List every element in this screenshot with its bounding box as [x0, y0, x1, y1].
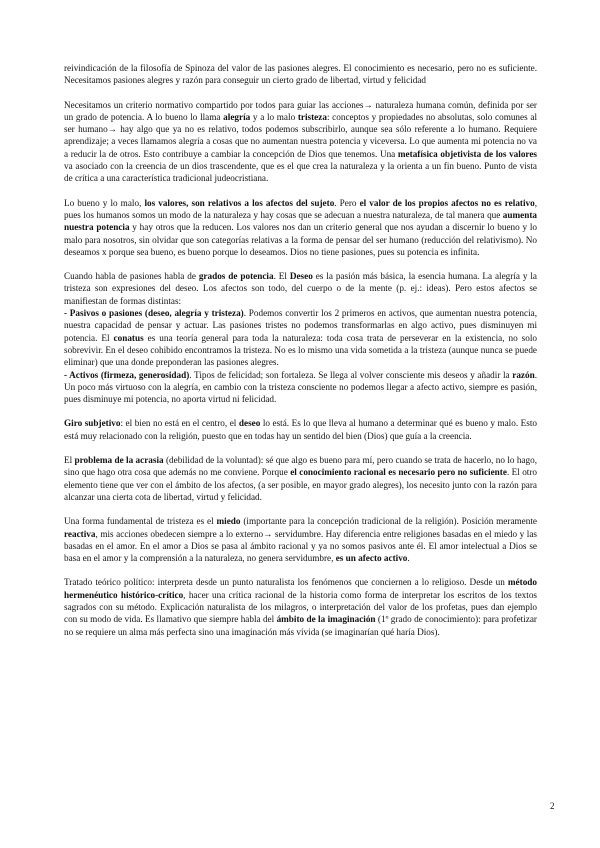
text-run: El	[64, 455, 75, 466]
text-run: : el bien no está en el centro, el	[120, 418, 239, 429]
text-run: Una forma fundamental de tristeza es el	[64, 516, 217, 527]
text-run: . El	[273, 271, 290, 282]
text-run: . Podemos convertir los 2 primeros en activos, que aumentan nuestra potencia, nuestra capacidad de pensar y actuar. Las pasiones tristes no podemos transformarlas en algo activo, pues disminuyen mi potencia. El	[64, 308, 537, 343]
text-run: va asociado con la creencia de un dios trascendente, que es el que crea la naturaleza y la orienta a un fin bueno. Punto de vista de crítica a una característica tradicional judeocristiana.	[64, 161, 537, 184]
text-run: . El otro elemento tiene que ver con el ámbito de los afectos, (a ser posible, en mayor grado alegres), los necesito junto con la razón para alcanzar una cierta cota de libertad, virtud y felicidad.	[64, 467, 538, 502]
bold-term: es un afecto activo	[335, 553, 408, 564]
text-run: , hacer una crítica racional de la historia como forma de interpretar los escritos de los textos sagrados con su método. Explicación naturalista de los milagros, o interpretación del valor de los profetas, pues dan ejemplo con su modo de vida. Es llamativo que siempre habla del	[64, 589, 537, 625]
bold-term: grados de potencia	[198, 271, 274, 282]
page-number: 2	[550, 801, 555, 811]
bold-term: razón	[512, 369, 535, 380]
text-run: es la pasión más básica, la esencia humana. La alegría y la tristeza son expresiones del deseo. Los afectos son todo, del cuerpo o de la mente (p. ej.: ideas). Pero estos afectos se manifiestan de formas distintas:	[64, 271, 538, 306]
bold-term: miedo	[216, 516, 241, 527]
bold-term: problema de la acrasia	[74, 455, 164, 466]
bold-term: método hermenéutico histórico-crítico	[64, 577, 537, 600]
text-run: Necesitamos un criterio normativo compartido por todos para guiar las acciones→ naturaleza humana común, definida por ser un grado de potencia. A lo bueno lo llama	[64, 99, 537, 122]
bold-term: Giro subjetivo	[64, 418, 121, 429]
text-run: . Pero	[334, 197, 360, 208]
text-run: Lo bueno y lo malo,	[64, 197, 145, 208]
bold-term: el conocimiento racional es necesario pero no suficiente	[290, 467, 507, 478]
text-run: Cuando habla de pasiones habla de	[64, 271, 199, 282]
text-run: . Un poco más virtuoso con la alegría, en cambio con la tristeza consciente no podemos llegar a afecto activo, siempre es pasión, pues disminuye mi potencia, no aporta virtud ni felicidad.	[64, 369, 537, 405]
bold-term: deseo	[238, 418, 261, 429]
text-run: y a lo malo	[250, 111, 298, 122]
text-run: es una teoría general para toda la naturaleza: toda cosa trata de perseverar en la existencia, no solo sobrevivir. En el deseo cohibido encontramos la tristeza. No es lo mismo una vida sometida a la tristeza (aunque nunca se puede eliminar) que una donde preponderan las pasiones alegres.	[64, 332, 537, 368]
text-run: : conceptos y propiedades no absolutas, solo comunes al ser humano→ hay algo que ya no es relativo, todos podemos subscribirlo, aunque sea sólo referente a lo humano. Requiere aprendizaje; a veces llamamos alegría a cosas que no aumentan nuestra potencia y viceversa. Lo que aumenta mi potencia no va a reducir la de otros. Esto contribuye a cambiar la concepción de Dios que tenemos. Una	[64, 111, 537, 159]
paragraph-spinoza-passions	[64, 62, 537, 87]
bold-term: tristeza	[297, 111, 327, 122]
text-run: lo está. Es lo que lleva al humano a determinar qué es bueno y malo. Esto está muy relacionado con la religión, puesto que en todas hay un sentido del bien (Dios) que guía a la creencia.	[64, 418, 537, 441]
text-run: y hay otros que la reducen. Los valores nos dan un criterio general que nos ayudan a discernir lo bueno y lo malo para nosotros, sin olvidar que son categorías relativas a la forma de pensar del ser humano (reducción del relativismo). No deseamos x porque sea bueno, es bueno porque lo deseamos. Dios no tiene pasiones, pues su potencia es infinita.	[64, 222, 537, 257]
document-body	[64, 62, 537, 650]
text-run: (1º grado de conocimiento): para profetizar no se requiere un alma más perfecta sino una imaginación más vívida (se imaginarían qué haría Dios).	[64, 614, 537, 637]
paragraph-normative-criterion	[64, 99, 537, 185]
bold-term: Deseo	[289, 271, 313, 282]
bold-term: alegría	[223, 111, 251, 122]
paragraph-degrees-of-power	[64, 270, 537, 405]
text-run: reivindicación de la filosofía de Spinoza del valor de las pasiones alegres. El conocimiento es necesario, pero no es suficiente. Necesitamos pasiones alegres y razón para conseguir un cierto grado de libertad, virtud y felicidad	[64, 63, 537, 86]
text-run: (debilidad de la voluntad): sé que algo es bueno para mí, pero cuando se trata de hacerlo, no lo hago, sino que hago otra cosa que además no me conviene. Porque	[64, 455, 537, 478]
bold-term: aumenta nuestra potencia	[64, 209, 537, 233]
paragraph-subjective-turn	[64, 417, 537, 442]
paragraph-fear	[64, 515, 537, 564]
text-run: .	[407, 553, 410, 564]
paragraph-relative-values	[64, 197, 537, 258]
bold-term: metafísica objetivista de los valores	[397, 148, 537, 159]
bold-term: - Activos (firmeza, generosidad)	[64, 369, 190, 380]
bold-term: - Pasivos o pasiones (deseo, alegría y tristeza)	[64, 308, 244, 319]
text-run: . Tipos de felicidad; son fortaleza. Se llega al volver consciente mis deseos y añadir la	[189, 369, 513, 380]
text-run: Tratado teórico político: interpreta desde un punto naturalista los fenómenos que conciernen a lo religioso. Desde un	[64, 577, 508, 588]
text-run: , pues los humanos somos un modo de la naturaleza y hay cosas que se adecuan a nuestra naturaleza, de tal manera que	[64, 197, 538, 220]
bold-term: conatus	[113, 332, 144, 343]
paragraph-theological-political-treatise	[64, 576, 537, 637]
bold-term: reactiva	[64, 528, 96, 539]
text-run: (importante para la concepción tradicional de la religión). Posición meramente	[240, 516, 537, 527]
bold-term: los valores, son relativos a los afectos del sujeto	[144, 197, 335, 208]
bold-term: el valor de los propios afectos no es relativo	[359, 197, 535, 208]
bold-term: ámbito de la imaginación	[276, 614, 376, 625]
text-run: , mis acciones obedecen siempre a lo externo→ servidumbre. Hay diferencia entre religiones basadas en el miedo y las basadas en el amor. En el amor a Dios se pasa al ámbito racional y ya no somos pasivos ante él. El amor intelectual a Dios se basa en el amor y la comprensión a la naturaleza, no genera servidumbre,	[64, 528, 537, 564]
paragraph-akrasia	[64, 454, 537, 503]
